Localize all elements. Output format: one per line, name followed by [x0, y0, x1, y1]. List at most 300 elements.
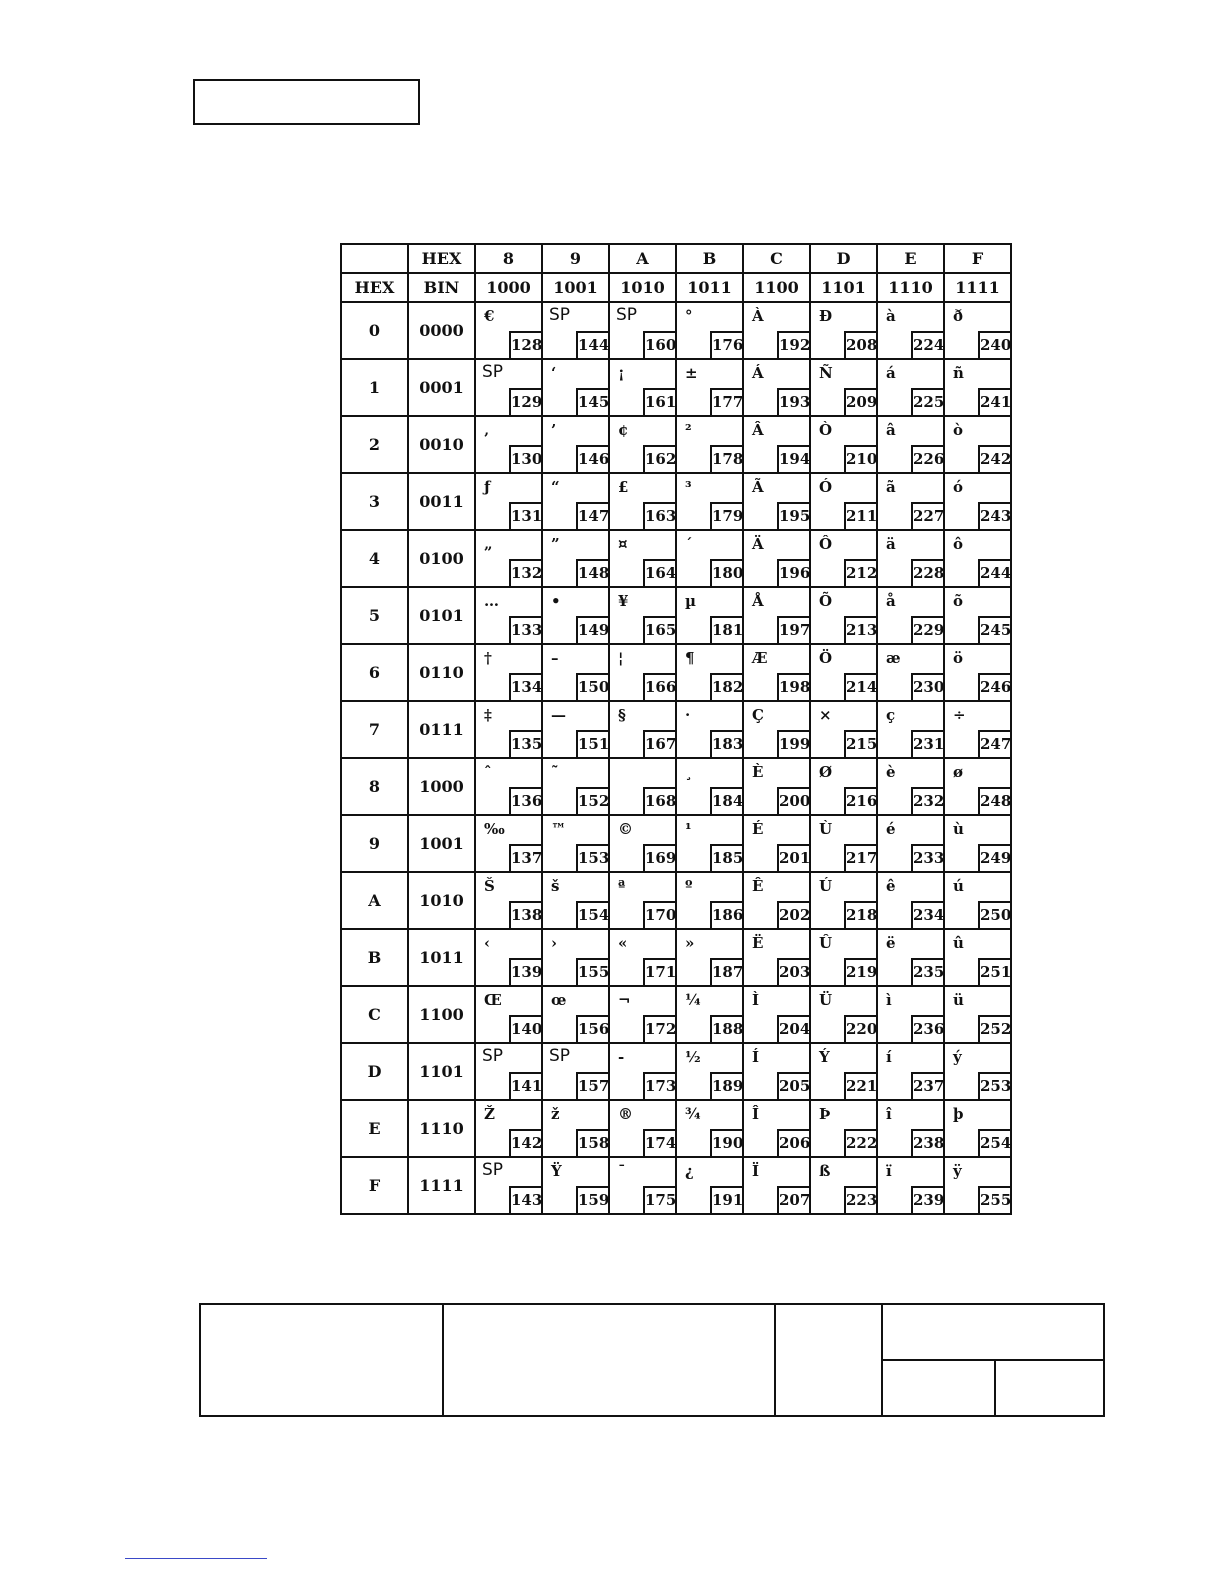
- char-code-box: 230: [911, 673, 943, 700]
- char-glyph: •: [551, 592, 561, 610]
- column-hex-header: F: [944, 244, 1011, 273]
- char-glyph: ‘: [551, 364, 557, 382]
- char-glyph: ä: [886, 535, 896, 553]
- row-hex-label: A: [341, 872, 408, 929]
- char-code-box: 151: [576, 730, 608, 757]
- char-glyph: ÿ: [953, 1162, 962, 1180]
- row-bin-label: 1110: [408, 1100, 475, 1157]
- char-glyph: —: [551, 706, 566, 724]
- char-code-box: 242: [978, 445, 1010, 472]
- char-code-box: 135: [509, 730, 541, 757]
- char-code-box: 139: [509, 958, 541, 985]
- char-code-box: 218: [844, 901, 876, 928]
- char-cell: [542, 1100, 609, 1157]
- char-code-box: 201: [777, 844, 809, 871]
- char-glyph: è: [886, 763, 896, 781]
- char-glyph: „: [484, 535, 493, 553]
- char-cell: [944, 587, 1011, 644]
- char-glyph: “: [551, 478, 560, 496]
- char-code-box: 215: [844, 730, 876, 757]
- code-row: [341, 644, 1011, 701]
- char-code-box: 217: [844, 844, 876, 871]
- char-glyph: SP: [549, 1046, 571, 1066]
- column-bin-header: 1000: [475, 273, 542, 302]
- column-hex-header: A: [609, 244, 676, 273]
- char-cell: [743, 416, 810, 473]
- row-hex-label: 0: [341, 302, 408, 359]
- char-cell: [810, 986, 877, 1043]
- char-cell: [944, 1043, 1011, 1100]
- char-glyph: Ž: [484, 1105, 495, 1123]
- column-bin-header: 1011: [676, 273, 743, 302]
- row-bin-label: 1101: [408, 1043, 475, 1100]
- char-glyph: §: [618, 706, 626, 724]
- char-cell: [810, 530, 877, 587]
- footer-cell: [200, 1304, 443, 1416]
- char-code-box: 174: [643, 1129, 675, 1156]
- char-code-box: 169: [643, 844, 675, 871]
- char-code-box: 182: [710, 673, 742, 700]
- char-code-box: 241: [978, 388, 1010, 415]
- char-cell: [475, 758, 542, 815]
- char-cell: [609, 473, 676, 530]
- char-glyph: ×: [819, 706, 832, 724]
- char-code-box: 175: [643, 1186, 675, 1213]
- char-cell: [542, 302, 609, 359]
- char-code-box: 172: [643, 1015, 675, 1042]
- char-cell: [676, 302, 743, 359]
- char-cell: [944, 530, 1011, 587]
- row-bin-label: 1010: [408, 872, 475, 929]
- char-cell: [944, 758, 1011, 815]
- char-glyph: Ä: [752, 535, 764, 553]
- char-cell: [542, 986, 609, 1043]
- char-code-box: 248: [978, 787, 1010, 814]
- char-code-box: 159: [576, 1186, 608, 1213]
- char-glyph: ý: [953, 1048, 962, 1066]
- char-cell: [944, 815, 1011, 872]
- char-code-box: 171: [643, 958, 675, 985]
- char-cell: [676, 587, 743, 644]
- footer-link-underline: [125, 1558, 267, 1559]
- char-cell: [810, 1157, 877, 1214]
- char-cell: [944, 1100, 1011, 1157]
- char-glyph: ½: [685, 1048, 701, 1066]
- char-glyph: Æ: [752, 649, 768, 667]
- char-code-box: 209: [844, 388, 876, 415]
- char-code-box: 194: [777, 445, 809, 472]
- char-glyph: å: [886, 592, 896, 610]
- header-row-hex: [341, 244, 1011, 273]
- char-glyph: ³: [685, 478, 692, 496]
- char-glyph: ®: [618, 1105, 633, 1123]
- char-cell: [877, 473, 944, 530]
- char-glyph: ð: [953, 307, 964, 325]
- char-code-box: 205: [777, 1072, 809, 1099]
- char-glyph: Þ: [819, 1105, 831, 1123]
- char-cell: [743, 302, 810, 359]
- char-cell: [944, 1157, 1011, 1214]
- char-glyph: ƒ: [484, 478, 491, 496]
- column-hex-header: 9: [542, 244, 609, 273]
- char-glyph: ª: [618, 877, 626, 895]
- char-glyph: ²: [685, 421, 692, 439]
- char-cell: [609, 872, 676, 929]
- char-glyph: ”: [551, 535, 560, 553]
- char-cell: [877, 587, 944, 644]
- row-hex-label: F: [341, 1157, 408, 1214]
- char-cell: [609, 530, 676, 587]
- char-cell: [743, 758, 810, 815]
- char-glyph: …: [484, 592, 499, 610]
- row-bin-label: 0011: [408, 473, 475, 530]
- char-code-box: 232: [911, 787, 943, 814]
- char-code-box: 231: [911, 730, 943, 757]
- char-code-box: 246: [978, 673, 1010, 700]
- char-code-box: 178: [710, 445, 742, 472]
- char-cell: [475, 359, 542, 416]
- char-cell: [609, 587, 676, 644]
- char-code-box: 207: [777, 1186, 809, 1213]
- char-code-box: 170: [643, 901, 675, 928]
- char-glyph: ö: [953, 649, 964, 667]
- char-cell: [609, 815, 676, 872]
- char-code-box: 167: [643, 730, 675, 757]
- char-cell: [676, 758, 743, 815]
- char-cell: [743, 1157, 810, 1214]
- char-cell: [609, 644, 676, 701]
- char-cell: [542, 473, 609, 530]
- char-cell: [877, 929, 944, 986]
- char-code-box: 199: [777, 730, 809, 757]
- char-cell: [609, 758, 676, 815]
- row-bin-label: 1100: [408, 986, 475, 1043]
- row-hex-label: D: [341, 1043, 408, 1100]
- char-code-box: 200: [777, 787, 809, 814]
- char-glyph: ·: [685, 706, 691, 724]
- char-cell: [810, 701, 877, 758]
- char-glyph: ›: [551, 934, 557, 952]
- char-code-box: 225: [911, 388, 943, 415]
- char-cell: [944, 701, 1011, 758]
- char-code-box: 164: [643, 559, 675, 586]
- char-cell: [676, 929, 743, 986]
- char-glyph: ‹: [484, 934, 490, 952]
- char-code-box: 211: [844, 502, 876, 529]
- char-code-box: 190: [710, 1129, 742, 1156]
- char-code-box: 255: [978, 1186, 1010, 1213]
- char-code-box: 253: [978, 1072, 1010, 1099]
- char-code-box: 147: [576, 502, 608, 529]
- char-glyph: ¤: [618, 535, 628, 553]
- char-glyph: ‰: [484, 820, 505, 838]
- char-cell: [810, 1043, 877, 1100]
- footer-cell: [995, 1360, 1104, 1416]
- column-hex-header: B: [676, 244, 743, 273]
- column-bin-header: 1101: [810, 273, 877, 302]
- char-code-box: 157: [576, 1072, 608, 1099]
- column-bin-header: 1111: [944, 273, 1011, 302]
- row-hex-label: 2: [341, 416, 408, 473]
- char-glyph: ¹: [685, 820, 692, 838]
- row-hex-label: 7: [341, 701, 408, 758]
- char-cell: [743, 644, 810, 701]
- char-code-box: 236: [911, 1015, 943, 1042]
- char-glyph: ž: [551, 1105, 560, 1123]
- char-glyph: É: [752, 820, 764, 838]
- char-glyph: Ü: [819, 991, 833, 1009]
- char-cell: [877, 701, 944, 758]
- code-row: [341, 758, 1011, 815]
- char-glyph: ß: [819, 1162, 831, 1180]
- char-cell: [743, 587, 810, 644]
- char-code-box: 173: [643, 1072, 675, 1099]
- char-glyph: µ: [685, 592, 696, 610]
- char-cell: [810, 929, 877, 986]
- char-cell: [676, 416, 743, 473]
- char-glyph: ¼: [685, 991, 701, 1009]
- char-glyph: Ï: [752, 1162, 760, 1180]
- char-code-box: 213: [844, 616, 876, 643]
- char-cell: [676, 473, 743, 530]
- char-glyph: –: [551, 649, 559, 667]
- char-code-box: 156: [576, 1015, 608, 1042]
- char-code-box: 239: [911, 1186, 943, 1213]
- char-cell: [676, 530, 743, 587]
- char-code-box: 233: [911, 844, 943, 871]
- char-glyph: Ê: [752, 877, 764, 895]
- char-code-box: 216: [844, 787, 876, 814]
- char-cell: [877, 416, 944, 473]
- char-cell: [810, 416, 877, 473]
- char-code-box: 142: [509, 1129, 541, 1156]
- char-glyph: SP: [482, 1160, 504, 1180]
- char-code-box: 189: [710, 1072, 742, 1099]
- char-cell: [877, 1100, 944, 1157]
- char-cell: [676, 1157, 743, 1214]
- char-glyph: ™: [551, 820, 566, 838]
- char-code-box: 222: [844, 1129, 876, 1156]
- char-code-box: 183: [710, 730, 742, 757]
- char-cell: [810, 1100, 877, 1157]
- char-glyph: €: [484, 307, 495, 325]
- char-glyph: Î: [752, 1105, 760, 1123]
- char-cell: [810, 644, 877, 701]
- char-cell: [944, 302, 1011, 359]
- char-glyph: à: [886, 307, 896, 325]
- char-glyph: SP: [549, 305, 571, 325]
- char-code-box: 140: [509, 1015, 541, 1042]
- char-code-box: 203: [777, 958, 809, 985]
- code-row: [341, 587, 1011, 644]
- char-code-box: 133: [509, 616, 541, 643]
- char-code-box: 144: [576, 331, 608, 358]
- char-cell: [542, 1043, 609, 1100]
- char-glyph: SP: [482, 362, 504, 382]
- char-code-box: 245: [978, 616, 1010, 643]
- char-cell: [609, 1043, 676, 1100]
- char-glyph: ÷: [953, 706, 966, 724]
- char-glyph: ¬: [618, 991, 631, 1009]
- char-code-box: 238: [911, 1129, 943, 1156]
- char-cell: [877, 644, 944, 701]
- char-code-box: 161: [643, 388, 675, 415]
- char-code-box: 202: [777, 901, 809, 928]
- char-glyph: ¸: [685, 763, 693, 781]
- char-glyph: SP: [616, 305, 638, 325]
- char-glyph: Ù: [819, 820, 833, 838]
- char-code-box: 244: [978, 559, 1010, 586]
- char-code-box: 220: [844, 1015, 876, 1042]
- code-row: [341, 416, 1011, 473]
- row-bin-label: 0111: [408, 701, 475, 758]
- char-glyph: æ: [886, 649, 901, 667]
- char-cell: [475, 530, 542, 587]
- code-row: [341, 359, 1011, 416]
- char-glyph: ¥: [618, 592, 629, 610]
- column-hex-header: C: [743, 244, 810, 273]
- char-glyph: ©: [618, 820, 633, 838]
- char-cell: [542, 929, 609, 986]
- row-hex-header-label: HEX: [341, 273, 408, 302]
- column-hex-header: D: [810, 244, 877, 273]
- char-glyph: ¯: [618, 1162, 626, 1180]
- row-bin-label: 1001: [408, 815, 475, 872]
- char-cell: [542, 758, 609, 815]
- char-cell: [475, 302, 542, 359]
- char-code-box: 229: [911, 616, 943, 643]
- code-row: [341, 929, 1011, 986]
- char-code-box: 154: [576, 901, 608, 928]
- char-cell: [810, 758, 877, 815]
- char-cell: [475, 1043, 542, 1100]
- row-hex-label: 1: [341, 359, 408, 416]
- char-code-box: 240: [978, 331, 1010, 358]
- char-cell: [542, 587, 609, 644]
- char-code-box: 187: [710, 958, 742, 985]
- char-code-box: 251: [978, 958, 1010, 985]
- char-glyph: Ç: [752, 706, 764, 724]
- char-code-box: 149: [576, 616, 608, 643]
- char-cell: [877, 986, 944, 1043]
- char-cell: [475, 1157, 542, 1214]
- char-cell: [542, 815, 609, 872]
- char-cell: [542, 644, 609, 701]
- row-hex-label: E: [341, 1100, 408, 1157]
- char-code-box: 188: [710, 1015, 742, 1042]
- char-code-box: 129: [509, 388, 541, 415]
- char-code-box: 181: [710, 616, 742, 643]
- char-code-box: 160: [643, 331, 675, 358]
- char-cell: [609, 1100, 676, 1157]
- char-cell: [676, 1100, 743, 1157]
- char-cell: [475, 473, 542, 530]
- char-cell: [609, 986, 676, 1043]
- row-hex-label: 4: [341, 530, 408, 587]
- row-bin-label: 0100: [408, 530, 475, 587]
- char-glyph: £: [618, 478, 629, 496]
- char-glyph: ü: [953, 991, 964, 1009]
- char-cell: [475, 644, 542, 701]
- char-code-box: 210: [844, 445, 876, 472]
- char-code-box: 137: [509, 844, 541, 871]
- corner-cell: [341, 244, 408, 273]
- char-cell: [542, 359, 609, 416]
- corner-hex-label: HEX: [408, 244, 475, 273]
- char-glyph: È: [752, 763, 764, 781]
- char-glyph: Ð: [819, 307, 833, 325]
- char-glyph: é: [886, 820, 896, 838]
- char-cell: [475, 986, 542, 1043]
- char-code-box: 152: [576, 787, 608, 814]
- row-bin-label: 1011: [408, 929, 475, 986]
- char-code-box: 237: [911, 1072, 943, 1099]
- char-glyph: ¡: [618, 364, 625, 382]
- char-glyph: Ò: [819, 421, 833, 439]
- char-cell: [475, 701, 542, 758]
- char-cell: [676, 644, 743, 701]
- char-code-box: 163: [643, 502, 675, 529]
- char-cell: [676, 986, 743, 1043]
- row-bin-label: 0000: [408, 302, 475, 359]
- char-code-box: 162: [643, 445, 675, 472]
- row-bin-header-label: BIN: [408, 273, 475, 302]
- char-glyph: á: [886, 364, 896, 382]
- char-code-box: 206: [777, 1129, 809, 1156]
- char-cell: [877, 872, 944, 929]
- row-hex-label: 8: [341, 758, 408, 815]
- char-cell: [944, 359, 1011, 416]
- char-glyph: ã: [886, 478, 896, 496]
- char-cell: [743, 701, 810, 758]
- char-code-box: 176: [710, 331, 742, 358]
- row-bin-label: 0010: [408, 416, 475, 473]
- char-glyph: †: [484, 649, 492, 667]
- char-cell: [542, 530, 609, 587]
- char-cell: [810, 815, 877, 872]
- char-code-box: 143: [509, 1186, 541, 1213]
- header-row-bin: [341, 273, 1011, 302]
- row-bin-label: 0001: [408, 359, 475, 416]
- char-cell: [944, 929, 1011, 986]
- char-cell: [877, 1157, 944, 1214]
- char-glyph: ï: [886, 1162, 892, 1180]
- char-cell: [676, 701, 743, 758]
- header-title-box: [193, 79, 420, 125]
- char-cell: [475, 929, 542, 986]
- char-cell: [810, 473, 877, 530]
- char-cell: [743, 359, 810, 416]
- char-cell: [542, 872, 609, 929]
- char-glyph: Á: [752, 364, 764, 382]
- char-glyph: ç: [886, 706, 896, 724]
- char-glyph: ¿: [685, 1162, 694, 1180]
- char-glyph: ’: [551, 421, 557, 439]
- char-cell: [810, 302, 877, 359]
- code-row: [341, 302, 1011, 359]
- char-code-box: 184: [710, 787, 742, 814]
- char-glyph: Ÿ: [551, 1162, 562, 1180]
- char-glyph: ‡: [484, 706, 492, 724]
- char-cell: [609, 302, 676, 359]
- char-code-box: 165: [643, 616, 675, 643]
- char-code-box: 196: [777, 559, 809, 586]
- char-glyph: Ô: [819, 535, 833, 553]
- char-code-box: 223: [844, 1186, 876, 1213]
- char-code-box: 134: [509, 673, 541, 700]
- code-row: [341, 530, 1011, 587]
- char-cell: [743, 815, 810, 872]
